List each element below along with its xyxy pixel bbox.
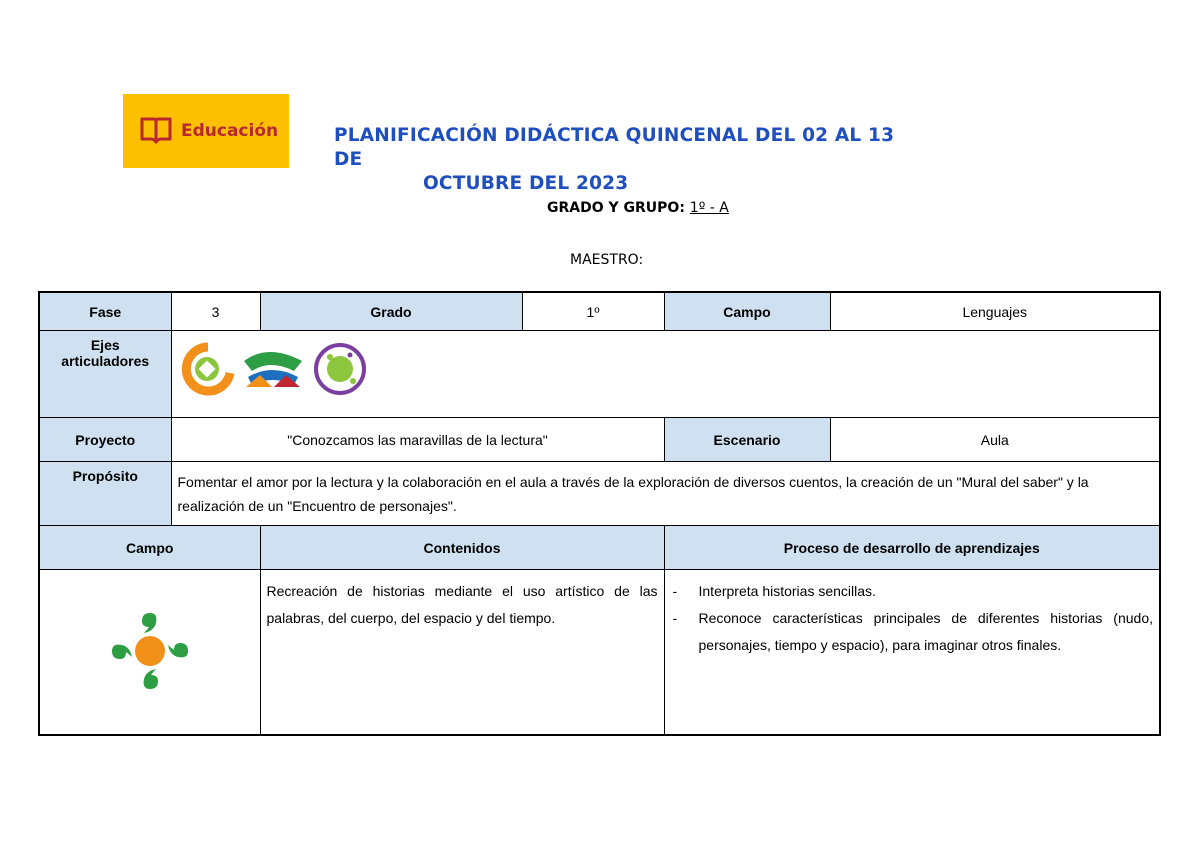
table-row xyxy=(39,331,1160,418)
proceso-list xyxy=(671,578,1154,659)
fase-value: 3 xyxy=(171,292,260,331)
table-row xyxy=(39,570,1160,736)
table-row xyxy=(39,418,1160,462)
proposito-label: Propósito xyxy=(39,462,171,526)
col-contenidos: Contenidos xyxy=(260,526,664,570)
contenido-text: Recreación de historias mediante el uso artístico de las palabras, del cuerpo, del espacio y del tiempo. xyxy=(260,570,664,736)
grado-label: Grado xyxy=(260,292,522,331)
ejes-icons xyxy=(171,331,1160,418)
fase-label: Fase xyxy=(39,292,171,331)
eje-inclusion-icon xyxy=(186,347,230,391)
escenario-label: Escenario xyxy=(664,418,830,462)
page-title: PLANIFICACIÓN DIDÁCTICA QUINCENAL DEL 02 AL 13 DE OCTUBRE DEL 2023 xyxy=(334,125,895,194)
book-icon xyxy=(139,115,173,147)
logo-text: Educación xyxy=(181,121,279,141)
eje-artes-icon xyxy=(316,345,364,393)
grado-value: 1º xyxy=(522,292,664,331)
grado-grupo-value: 1º - A xyxy=(689,200,729,216)
proceso-list-cell xyxy=(664,570,1160,736)
list-item: - Reconoce características principales de diferentes historias (nudo, personajes, tiempo y espacio), para imaginar otros finales. xyxy=(672,610,1153,653)
campo-icon-cell xyxy=(39,570,260,736)
table-row xyxy=(39,292,1160,331)
campo-label: Campo xyxy=(664,292,830,331)
grado-grupo: GRADO Y GRUPO: 1º - A xyxy=(547,200,729,216)
col-campo: Campo xyxy=(39,526,260,570)
eje-interculturalidad-icon xyxy=(244,352,302,387)
list-item: - Interpreta historias sencillas. xyxy=(672,583,876,599)
maestro-label: MAESTRO: xyxy=(570,252,644,268)
planning-table xyxy=(38,291,1161,736)
escenario-value: Aula xyxy=(830,418,1160,462)
proposito-value: Fomentar el amor por la lectura y la colaboración en el aula a través de la exploración de diversos cuentos, la creación de un "Mural del saber" y la realización de un "Encuentro de personajes". xyxy=(171,462,1160,526)
proyecto-value: "Conozcamos las maravillas de la lectura" xyxy=(171,418,664,462)
proyecto-label: Proyecto xyxy=(39,418,171,462)
campo-lenguajes-icon xyxy=(102,603,198,699)
ejes-label: Ejes articuladores xyxy=(39,331,171,418)
campo-value: Lenguajes xyxy=(830,292,1160,331)
table-row xyxy=(39,462,1160,526)
educacion-logo xyxy=(123,94,289,168)
table-row xyxy=(39,526,1160,570)
col-proceso: Proceso de desarrollo de aprendizajes xyxy=(664,526,1160,570)
